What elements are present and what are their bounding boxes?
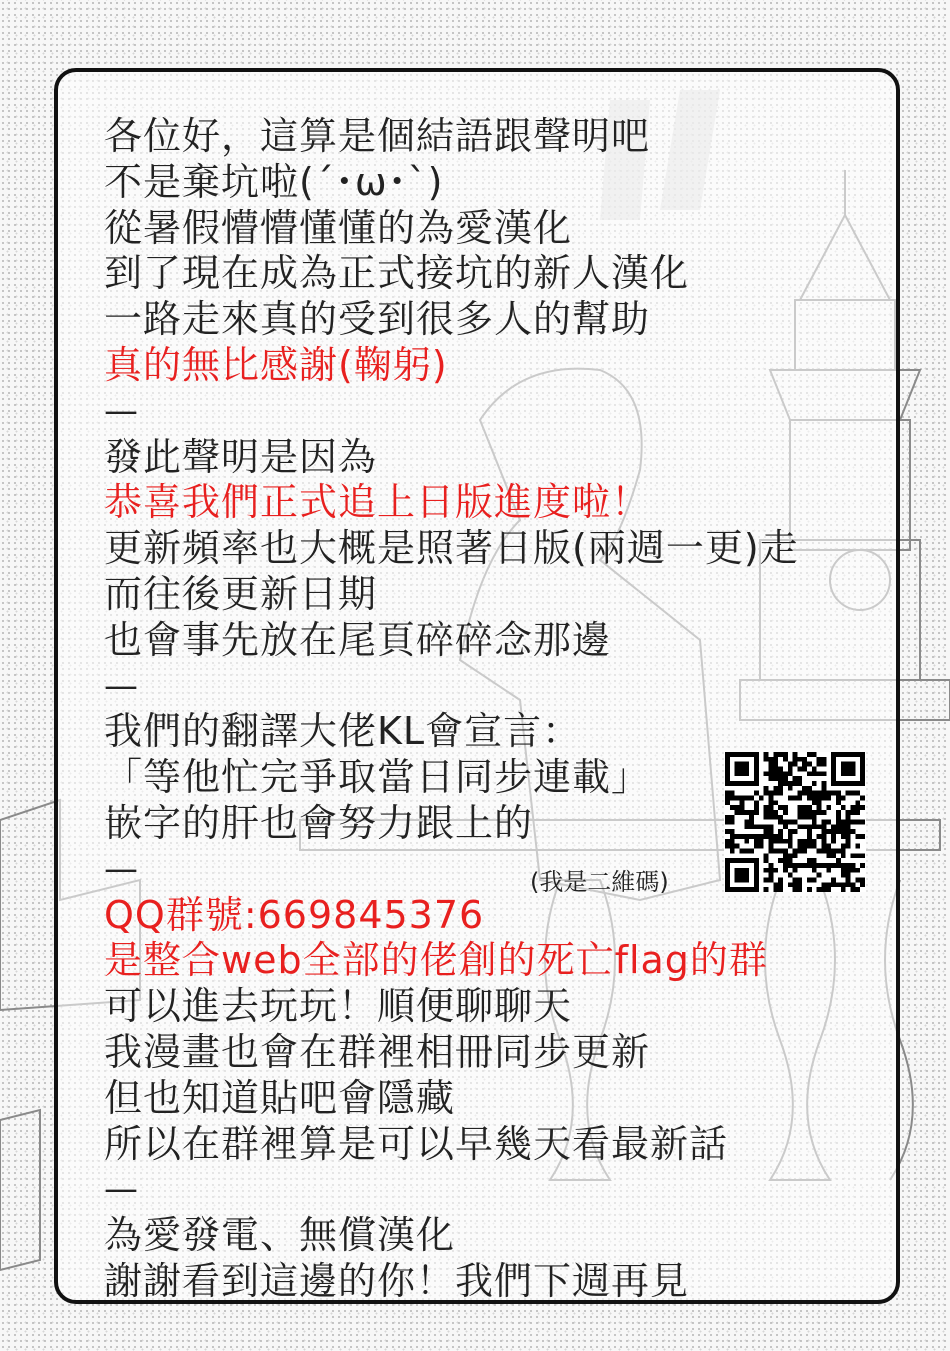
line-group-desc: 是整合web全部的佬創的死亡flag的群 bbox=[104, 938, 768, 983]
message-lines bbox=[104, 114, 864, 1304]
divider: — bbox=[104, 1169, 139, 1210]
text-panel bbox=[54, 68, 900, 1304]
line-caught-up: 恭喜我們正式追上日版進度啦！ bbox=[104, 480, 651, 525]
line-helped: 一路走來真的受到很多人的幫助 bbox=[104, 297, 651, 342]
line-goodbye: 謝謝看到這邊的你！我們下週再見 bbox=[104, 1258, 690, 1303]
line-free: 為愛發電、無償漢化 bbox=[104, 1213, 456, 1258]
line-reason: 發此聲明是因為 bbox=[104, 434, 378, 479]
line-qq-group: QQ群號:669845376 bbox=[104, 892, 485, 937]
line-tieba: 但也知道貼吧會隱藏 bbox=[104, 1075, 456, 1120]
line-greeting: 各位好，這算是個結語跟聲明吧 bbox=[104, 114, 651, 158]
line-not-abandoned: 不是棄坑啦(´･ω･`) bbox=[104, 159, 444, 204]
qr-code[interactable] bbox=[724, 752, 866, 892]
line-last-page: 也會事先放在尾頁碎碎念那邊 bbox=[104, 617, 612, 662]
line-future-dates: 而往後更新日期 bbox=[104, 571, 378, 616]
qr-caption: (我是二維碼) bbox=[530, 868, 669, 896]
line-chat: 可以進去玩玩！順便聊聊天 bbox=[104, 984, 573, 1029]
line-declaration: 「等他忙完爭取當日同步連載」 bbox=[104, 755, 651, 800]
line-summer: 從暑假懵懵懂懂的為愛漢化 bbox=[104, 205, 573, 250]
line-frequency: 更新頻率也大概是照著日版(兩週一更)走 bbox=[104, 526, 799, 571]
line-translator: 我們的翻譯大佬KL會宣言： bbox=[104, 709, 582, 754]
divider: — bbox=[104, 848, 139, 889]
divider: — bbox=[104, 665, 139, 706]
line-early: 所以在群裡算是可以早幾天看最新話 bbox=[104, 1121, 729, 1166]
divider: — bbox=[104, 390, 139, 431]
line-now-official: 到了現在成為正式接坑的新人漢化 bbox=[104, 251, 690, 296]
line-thanks: 真的無比感謝(鞠躬) bbox=[104, 342, 448, 387]
line-typesetter: 嵌字的肝也會努力跟上的 bbox=[104, 800, 534, 845]
line-album: 我漫畫也會在群裡相冊同步更新 bbox=[104, 1029, 651, 1074]
